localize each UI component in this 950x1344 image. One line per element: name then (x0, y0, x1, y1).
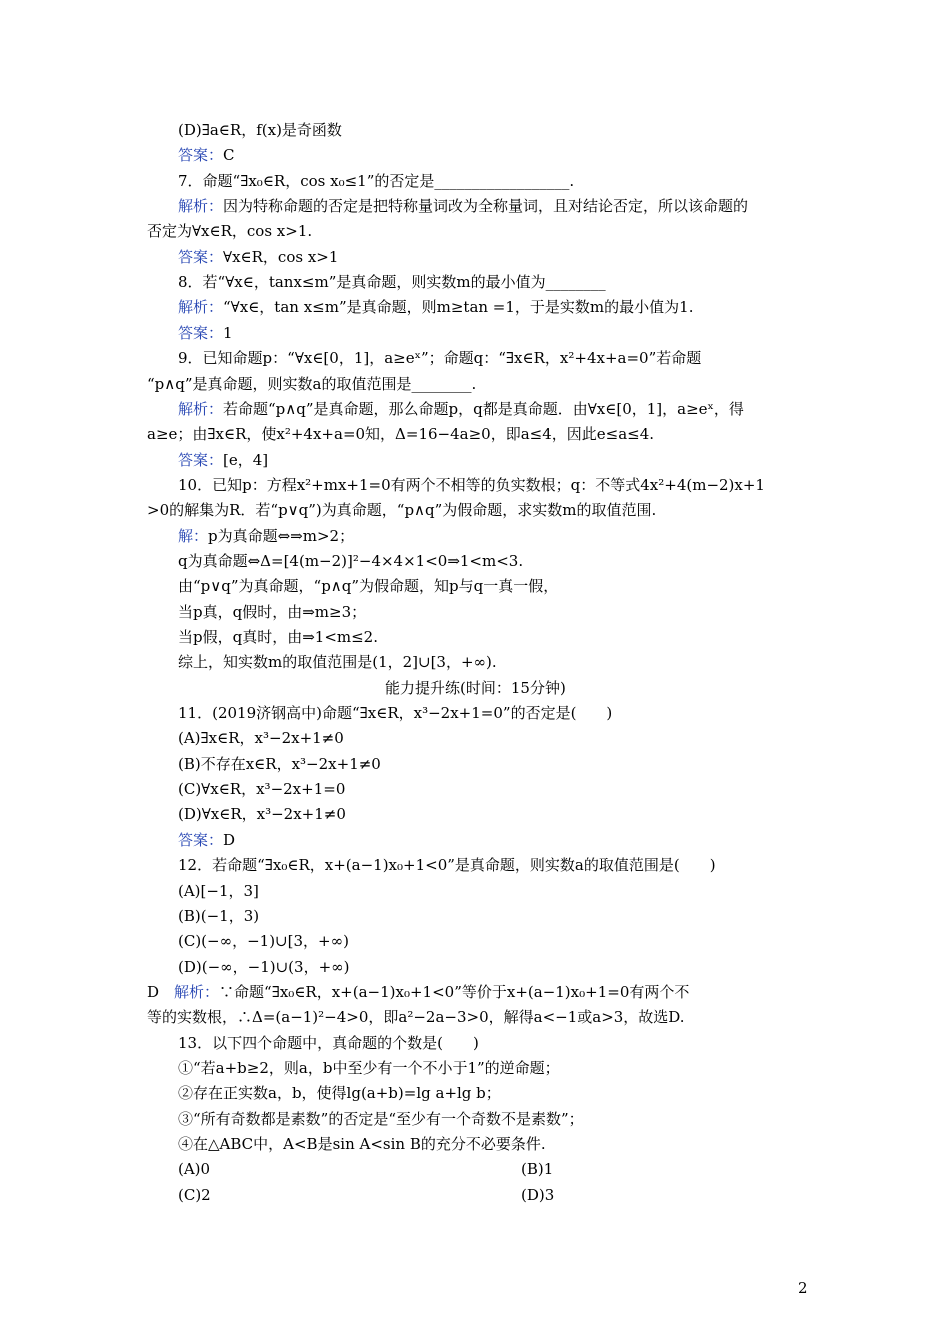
text-line (178, 297, 693, 317)
text-line (178, 272, 606, 292)
line-text: “∀x∈，tan x≤m”是真命题，则m≥tan =1，于是实数m的最小值为1. (223, 298, 694, 317)
text-line (178, 957, 350, 977)
line-text: ①“若a+b≥2，则a，b中至少有一个不小于1”的逆命题； (178, 1058, 560, 1077)
text-line (178, 1083, 501, 1103)
line-text: 若命题“p∧q”是真命题，那么命题p，q都是真命题．由∀x∈[0，1]，a≥eˣ，得 (223, 399, 744, 418)
line-text: 当p真，q假时，由⇒m≥3； (178, 602, 367, 621)
text-line (178, 703, 612, 723)
line-text: (A)[−1，3] (178, 881, 259, 900)
text-line (178, 576, 558, 596)
text-line (178, 399, 744, 419)
line-text: 12．若命题“∃x₀∈R，x+(a−1)x₀+1<0”是真命题，则实数a的取值范围是( ) (178, 856, 716, 875)
line-text: 1 (223, 323, 233, 342)
line-text: ③“所有奇数都是素数”的否定是“至少有一个奇数不是素数”； (178, 1109, 584, 1128)
line-text: 由“p∨q”为真命题，“p∧q”为假命题，知p与q一真一假， (178, 577, 559, 596)
option-right: (D)3 (521, 1185, 555, 1204)
text-line (147, 424, 654, 444)
answer-label: 解析： (178, 197, 224, 216)
line-text: (D)(−∞，−1)∪(3，+∞) (178, 957, 350, 976)
text-line (178, 652, 497, 672)
page-number: 2 (798, 1279, 808, 1297)
text-line (178, 906, 259, 926)
line-text: (A)0 (178, 1160, 211, 1179)
text-line (178, 1033, 479, 1053)
text-line (178, 1185, 211, 1205)
line-text: 10．已知p：方程x²+mx+1=0有两个不相等的负实数根；q：不等式4x²+4(m−2)x+1 (178, 475, 765, 494)
text-line (147, 1007, 685, 1027)
line-text: (C)2 (178, 1185, 211, 1204)
text-line (147, 374, 476, 394)
text-line (178, 348, 701, 368)
line-text: (B)不存在x∈R，x³−2x+1≠0 (178, 754, 381, 773)
answer-label: 答案： (178, 247, 224, 266)
text-line (178, 1109, 584, 1129)
text-line (178, 551, 523, 571)
text-line (178, 754, 381, 774)
text-line (178, 247, 338, 267)
line-text: 9．已知命题p：“∀x∈[0，1]，a≥eˣ”；命题q：“∃x∈R，x²+4x+a=0”若命题 (178, 349, 702, 368)
text-line (178, 1134, 546, 1154)
line-text: C (223, 146, 235, 165)
line-text: 综上，知实数m的取值范围是(1，2]∪[3，+∞). (178, 653, 497, 672)
text-line (385, 678, 566, 698)
line-text: (D)∃a∈R，f(x)是奇函数 (178, 121, 342, 139)
line-text: [e，4] (223, 450, 269, 469)
line-text: (D)∀x∈R，x³−2x+1≠0 (178, 805, 346, 824)
answer-label: 答案： (178, 323, 224, 342)
text-line (178, 145, 235, 165)
line-text: D (147, 982, 175, 1001)
text-line (178, 779, 345, 799)
line-text: >0的解集为R．若“p∨q”)为真命题，“p∧q”为假命题，求实数m的取值范围. (147, 501, 657, 520)
text-line (178, 323, 233, 343)
text-line (178, 627, 378, 647)
line-text: ∀x∈R，cos x>1 (223, 247, 339, 266)
line-text: 等的实数根，∴Δ=(a−1)²−4>0，即a²−2a−3>0，解得a<−1或a>3，故选D. (147, 1008, 685, 1027)
text-line (147, 982, 689, 1002)
line-text: q为真命题⇔Δ=[4(m−2)]²−4×4×1<0⇒1<m<3. (178, 551, 524, 570)
text-line (178, 830, 235, 850)
line-text: (A)∃x∈R，x³−2x+1≠0 (178, 729, 344, 748)
text-line (178, 526, 354, 546)
text-line (178, 196, 748, 216)
text-line (147, 221, 312, 241)
answer-label: 解析： (178, 298, 224, 317)
text-line (178, 931, 349, 951)
line-text: ∵命题“∃x₀∈R，x+(a−1)x₀+1<0”等价于x+(a−1)x₀+1=0有两个不 (219, 982, 690, 1001)
answer-label: 答案： (178, 146, 224, 165)
line-text: 13．以下四个命题中，真命题的个数是( ) (178, 1033, 479, 1052)
text-line (178, 1058, 560, 1078)
text-line (178, 728, 344, 748)
text-line (147, 500, 656, 520)
line-text: a≥e；由∃x∈R，使x²+4x+a=0知，Δ=16−4a≥0，即a≤4，因此e≤a≤4. (147, 425, 655, 444)
text-line (178, 475, 765, 495)
text-line (178, 450, 268, 470)
line-text: 8．若“∀x∈，tanx≤m”是真命题，则实数m的最小值为________ (178, 273, 606, 292)
answer-label: 解析： (174, 982, 220, 1001)
line-text: 否定为∀x∈R，cos x>1. (147, 222, 313, 241)
line-text: p为真命题⇔⇒m>2； (208, 526, 355, 545)
line-text: 能力提升练(时间：15分钟) (385, 678, 566, 697)
line-text: D (223, 830, 236, 849)
line-text: 7．命题“∃x₀∈R，cos x₀≤1”的否定是__________________. (178, 171, 575, 190)
line-text: 11．(2019济钢高中)命题“∃x∈R，x³−2x+1=0”的否定是( ) (178, 704, 613, 723)
answer-label: 答案： (178, 450, 224, 469)
option-right: (B)1 (521, 1160, 554, 1179)
text-line (178, 171, 574, 191)
line-text: (C)∀x∈R，x³−2x+1=0 (178, 780, 346, 799)
text-line (178, 881, 259, 901)
line-text: ④在△ABC中，A<B是sin A<sin B的充分不必要条件. (178, 1135, 546, 1153)
answer-label: 答案： (178, 830, 224, 849)
text-line (178, 602, 366, 622)
answer-label: 解析： (178, 399, 224, 418)
text-line (178, 120, 342, 140)
text-line (178, 855, 716, 875)
line-text: (B)(−1，3) (178, 906, 260, 925)
text-line (178, 1159, 210, 1179)
line-text: 当p假，q真时，由⇒1<m≤2. (178, 628, 378, 646)
text-line (178, 804, 346, 824)
line-text: ②存在正实数a，b，使得lg(a+b)=lg a+lg b； (178, 1084, 501, 1103)
line-text: 因为特称命题的否定是把特称量词改为全称量词，且对结论否定，所以该命题的 (223, 197, 749, 216)
line-text: (C)(−∞，−1)∪[3，+∞) (178, 932, 349, 951)
line-text: “p∧q”是真命题，则实数a的取值范围是________. (147, 374, 477, 393)
answer-label: 解： (178, 526, 209, 545)
